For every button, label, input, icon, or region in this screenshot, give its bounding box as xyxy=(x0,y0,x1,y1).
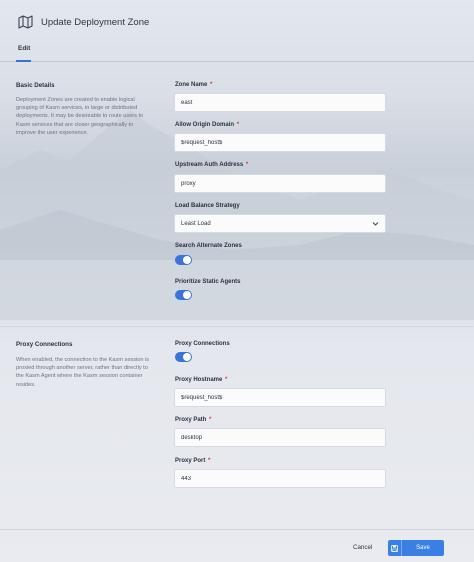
load-balance-label: Load Balance Strategy xyxy=(175,203,240,209)
proxy-connections-description: When enabled, the connection to the Kasm session is proxied through another server, rather than directly to the Kasm Agent where the Kasm session container resides. xyxy=(16,357,150,388)
proxy-connections-toggle[interactable] xyxy=(175,352,192,362)
floppy-disk-icon xyxy=(388,540,402,556)
page-header xyxy=(18,14,149,30)
proxy-port-label: Proxy Port * xyxy=(175,458,211,464)
prioritize-static-label: Prioritize Static Agents xyxy=(175,279,241,285)
basic-details-title: Basic Details xyxy=(16,82,55,89)
toggle-knob xyxy=(183,256,191,264)
upstream-auth-input[interactable] xyxy=(174,174,386,193)
proxy-path-label: Proxy Path * xyxy=(175,417,212,423)
load-balance-select[interactable] xyxy=(174,214,386,233)
allow-origin-input[interactable] xyxy=(174,133,386,152)
basic-details-description: Deployment Zones are created to enable logical grouping of Kasm services, in large or distributed deployments. It may be desireable to route users to Kasm services that are closer geographically to improve the user experience. xyxy=(16,97,144,136)
save-button-label: Save xyxy=(416,545,430,551)
proxy-hostname-input[interactable] xyxy=(174,388,386,407)
proxy-connections-title: Proxy Connections xyxy=(16,341,73,348)
toggle-knob xyxy=(183,353,191,361)
load-balance-value: Least Load xyxy=(181,220,211,227)
save-button[interactable] xyxy=(388,540,444,556)
tab-edit[interactable]: Edit xyxy=(16,42,31,62)
prioritize-static-toggle[interactable] xyxy=(175,290,192,300)
search-alternate-label: Search Alternate Zones xyxy=(175,243,242,249)
search-alternate-toggle[interactable] xyxy=(175,255,192,265)
section-divider xyxy=(0,326,474,327)
toggle-knob xyxy=(183,291,191,299)
proxy-port-input[interactable] xyxy=(174,469,386,488)
page-title: Update Deployment Zone xyxy=(41,16,150,28)
allow-origin-label: Allow Origin Domain * xyxy=(175,122,240,128)
zone-name-label: Zone Name * xyxy=(175,82,213,88)
proxy-path-input[interactable] xyxy=(174,428,386,447)
zone-name-input[interactable] xyxy=(174,93,386,112)
upstream-auth-label: Upstream Auth Address * xyxy=(175,162,249,168)
map-icon xyxy=(18,15,33,29)
proxy-hostname-label: Proxy Hostname * xyxy=(175,377,228,383)
chevron-down-icon xyxy=(372,220,379,227)
proxy-connections-label: Proxy Connections xyxy=(175,341,230,347)
tab-bar xyxy=(0,42,474,62)
cancel-button[interactable]: Cancel xyxy=(353,544,373,551)
